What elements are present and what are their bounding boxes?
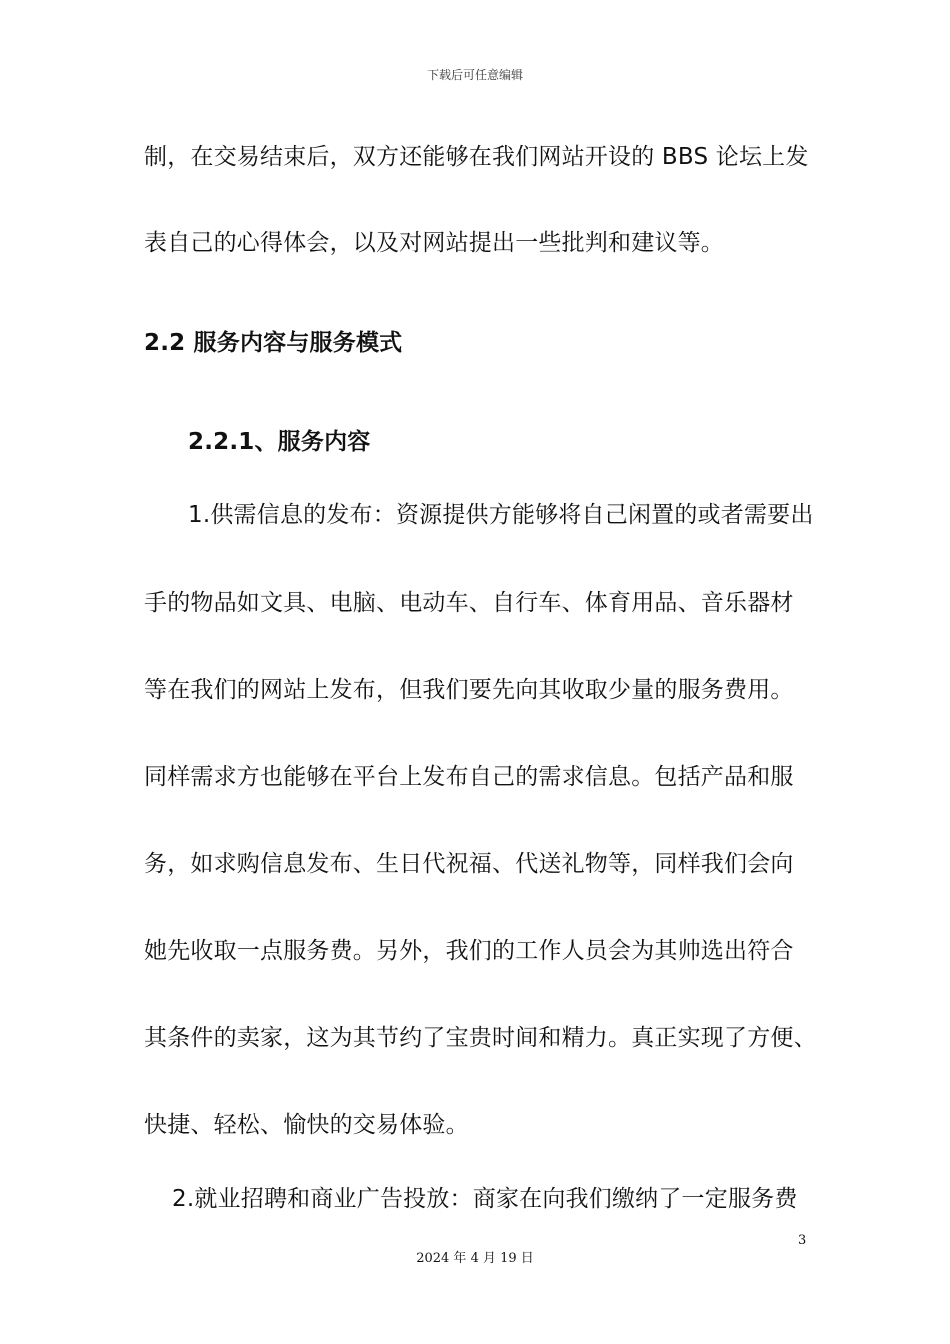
body-line: 务，如求购信息发布、生日代祝福、代送礼物等，同样我们会向 [144, 851, 794, 877]
body-line: 制，在交易结束后，双方还能够在我们网站开设的 BBS 论坛上发 [144, 144, 809, 170]
body-line: 手的物品如文具、电脑、电动车、自行车、体育用品、音乐器材 [144, 590, 794, 616]
body-line: 等在我们的网站上发布，但我们要先向其收取少量的服务费用。 [144, 677, 794, 703]
body-line: 1.供需信息的发布：资源提供方能够将自己闲置的或者需要出 [188, 502, 814, 528]
body-line: 表自己的心得体会，以及对网站提出一些批判和建议等。 [144, 230, 724, 256]
section-heading: 2.2 服务内容与服务模式 [144, 330, 403, 356]
subsection-heading: 2.2.1、服务内容 [188, 429, 371, 455]
body-line: 快捷、轻松、愉快的交易体验。 [144, 1112, 469, 1138]
body-line: 她先收取一点服务费。另外，我们的工作人员会为其帅选出符合 [144, 938, 794, 964]
page-number: 3 [798, 1233, 807, 1248]
body-line: 2.就业招聘和商业广告投放：商家在向我们缴纳了一定服务费 [172, 1186, 798, 1212]
page-header: 下载后可任意编辑 [426, 68, 523, 82]
footer-date: 2024 年 4 月 19 日 [416, 1251, 534, 1266]
body-line: 其条件的卖家，这为其节约了宝贵时间和精力。真正实现了方便、 [144, 1025, 817, 1051]
body-line: 同样需求方也能够在平台上发布自己的需求信息。包括产品和服 [144, 764, 794, 790]
